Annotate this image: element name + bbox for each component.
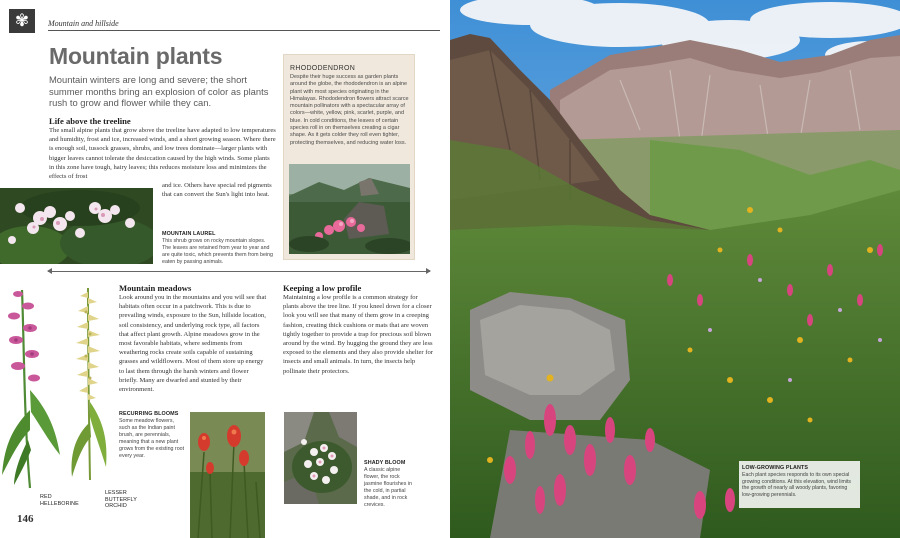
- low-profile-text: Maintaining a low profile is a common strategy for plants above the tree line. If you kneel down for a closer look you will see that many of them grow in a creeping fashion, creating thick cushions or mats that are woven tightly together to provide a trap for precious soil blown around by the wind. By hugging the ground they are less exposed to the elements and they also provide shelter for insects and small animals. In turn, the insects help pollinate their protectors.: [283, 294, 433, 375]
- recurring-blooms-caption-title: RECURRING BLOOMS: [119, 411, 179, 417]
- life-above-treeline-text: The small alpine plants that grow above the treeline have adapted to low temperatures and humidity, frost and ice, increased winds, and a short growing season. Where there is enough soil, tussock grasses, shrubs, and low trees dominate—larger plants with bigger leaves cannot tolerate the desiccation caused by the high winds. Some plants in this zone have tough, hairy leaves; this reduces moisture loss and minimizes the effects of frost: [49, 127, 276, 181]
- shady-bloom-caption-text: A classic alpine flower, the rock jasmine flourishes in the cold, in partial shade, and in rock crevices.: [364, 467, 412, 509]
- low-growing-plants-caption: [739, 461, 860, 508]
- mountain-laurel-caption-text: This shrub grows on rocky mountain slopes. The leaves are retained from year to year and are quite toxic, which prevents them from being eaten by passing animals.: [162, 238, 273, 266]
- mountain-meadows-heading: Mountain meadows: [119, 283, 192, 293]
- low-growing-plants-title: LOW-GROWING PLANTS: [742, 465, 809, 471]
- red-helleborine-illustration: [0, 280, 62, 490]
- lesser-butterfly-orchid-illustration: [64, 282, 112, 482]
- indian-paintbrush-photo: [190, 412, 265, 538]
- shady-bloom-caption-title: SHADY BLOOM: [364, 460, 406, 466]
- recurring-blooms-caption-text: Some meadow flowers, such as the Indian paint brush, are perennials, meaning that a new plant grows from the existing root every year.: [119, 418, 185, 460]
- low-growing-plants-text: Each plant species responds to its own special growing conditions. At this elevation, wind limits the growth of nearly all woody plants, favoring low-growing perennials.: [742, 472, 851, 498]
- life-above-treeline-heading: Life above the treeline: [49, 116, 131, 126]
- life-above-treeline-text-continued: and ice. Others have special red pigments that can convert the Sun's light into heat.: [162, 182, 272, 199]
- rhododendron-sidebar: [283, 54, 415, 260]
- page-title: Mountain plants: [49, 43, 223, 69]
- right-page: [450, 0, 900, 538]
- rock-jasmine-photo: [284, 412, 357, 504]
- page-number: 146: [17, 513, 34, 525]
- mountain-laurel-caption-title: MOUNTAIN LAUREL: [162, 231, 216, 237]
- star-flower-icon: ✾: [9, 9, 35, 33]
- chapter-header: [0, 0, 450, 38]
- mountain-meadows-text: Look around you in the mountains and you will see that habitats often occur in a patchwork. This is due to prevailing winds, exposure to the Sun, hillside location, soil consistency, and underlying rock type, all factors that affect plant growth. Alpine meadows grow in the most favorable habitats, where sediments from weathering rocks create soils capable of sustaining grasses and wildflowers. Most of them store up energy to last them through the harsh winters and flower briefly. Many are dwarfed and stunted by their environment.: [119, 294, 267, 394]
- red-helleborine-label: RED HELLEBORINE: [40, 494, 79, 507]
- low-profile-heading: Keeping a low profile: [283, 283, 362, 293]
- section-divider-arrows: [48, 271, 430, 272]
- rhododendron-photo: [289, 164, 410, 254]
- section-label: Mountain and hillside: [48, 19, 119, 28]
- header-rule: [48, 30, 440, 31]
- mountain-laurel-photo: [0, 188, 153, 264]
- intro-paragraph: Mountain winters are long and severe; the short summer months bring an explosion of color as plants rush to grow and flower while they can.: [49, 74, 269, 109]
- sidebar-title: RHODODENDRON: [290, 65, 356, 72]
- sidebar-text: Despite their huge success as garden plants around the globe, the rhododendron is an alpine plant with most species originating in the Himalayas. Rhododendron flowers attract scarce mountain pollinators with a spectacular array of colors—white, yellow, pink, scarlet, purple, and blue. In cold conditions, the leaves of certain species roll in on themselves creating a cigar shape. As it gets colder they roll even tighter, protecting themselves, and reducing water loss.: [290, 74, 409, 146]
- alpine-meadow-photo: [450, 0, 900, 538]
- lesser-butterfly-orchid-label: LESSER BUTTERFLY ORCHID: [105, 490, 137, 509]
